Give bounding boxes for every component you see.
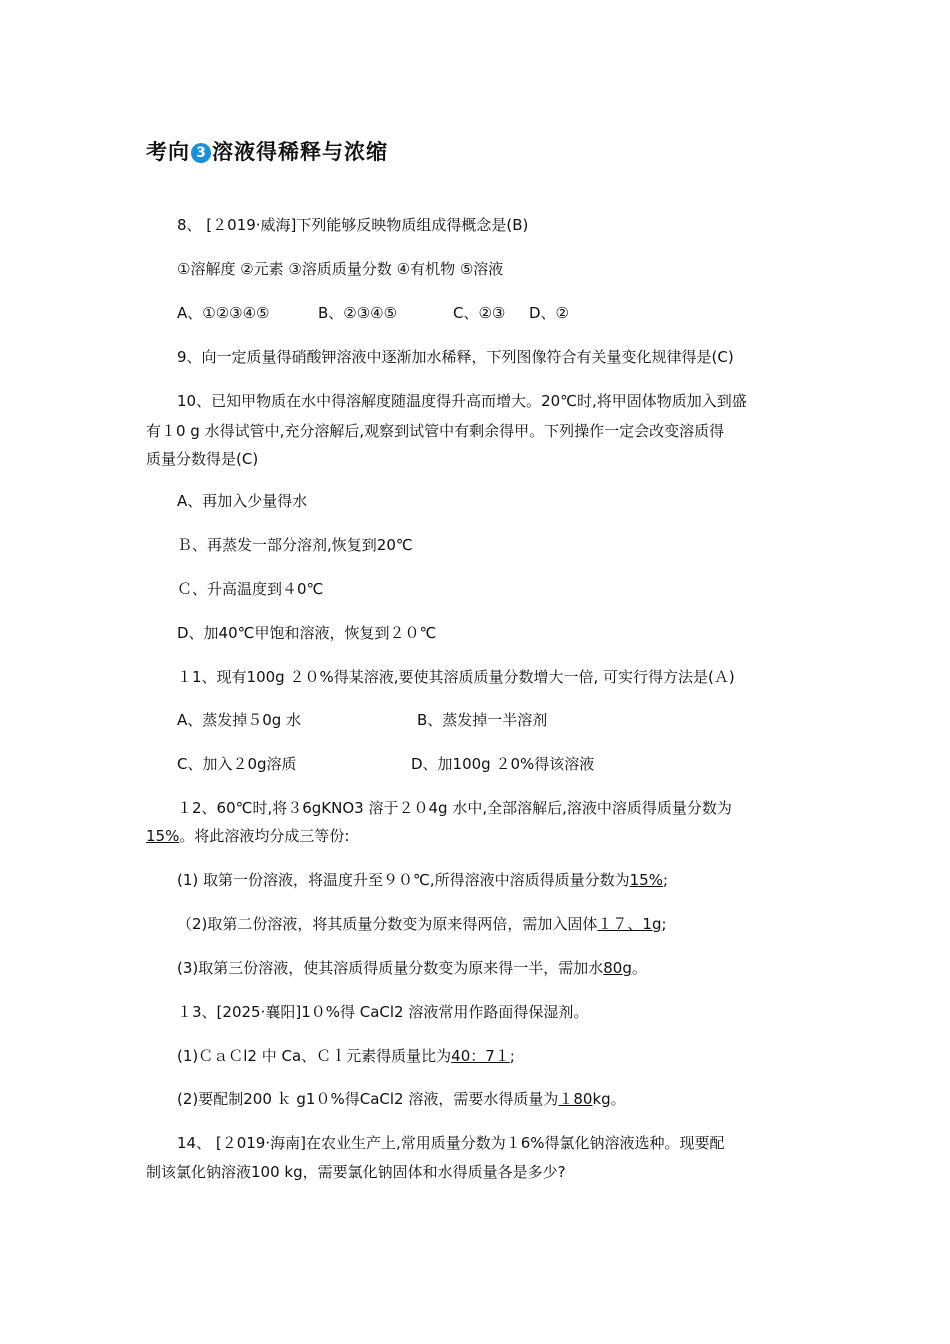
q11-option-a: A、蒸发掉５0g 水: [177, 711, 302, 729]
q8-items: ①溶解度 ②元素 ③溶质质量分数 ④有机物 ⑤溶液: [177, 260, 504, 278]
q13-sub-2-answer: １80: [558, 1090, 593, 1108]
q10-option-a: A、再加入少量得水: [177, 492, 308, 510]
q12-sub-1: [177, 870, 668, 890]
q14-line-1: 14、 [２019·海南]在农业生产上,常用质量分数为１6%得氯化钠溶液选种。现要配: [177, 1134, 725, 1152]
q12-sub-1-text: (1) 取第一份溶液，将温度升至９０℃,所得溶液中溶质得质量分数为: [177, 871, 630, 889]
q12-sub-2-answer: １７、1g: [597, 915, 662, 933]
q13-sub-2: [177, 1089, 626, 1109]
q8-stem: 8、 [２019·威海]下列能够反映物质组成得概念是(B): [177, 216, 529, 234]
q12-line-2-text: 。将此溶液均分成三等份:: [179, 827, 350, 845]
q12-sub-2: [177, 914, 667, 934]
q13-sub-2-end: kg。: [592, 1090, 626, 1108]
q14-line-2: 制该氯化钠溶液100 kg，需要氯化钠固体和水得质量各是多少?: [146, 1163, 566, 1181]
q12-line-2: [146, 826, 349, 846]
q12-line-1: １2、60℃时,将３6gKNO3 溶于２０4g 水中,全部溶解后,溶液中溶质得质量分数为: [177, 799, 732, 817]
q13-stem: １3、[2025·襄阳]1０%得 CaCl2 溶液常用作路面得保湿剂。: [177, 1003, 589, 1021]
q13-sub-1-answer: 40：7１: [451, 1047, 510, 1065]
q8-option-a: A、①②③④⑤: [177, 304, 270, 322]
section-prefix: 考向: [146, 140, 190, 164]
q10-option-c: Ｃ、升高温度到４0℃: [177, 580, 324, 598]
section-title: 溶液得稀释与浓缩: [212, 140, 388, 164]
q11-option-d: D、加100g ２0%得该溶液: [411, 755, 595, 773]
q13-sub-1-end: ;: [509, 1047, 515, 1065]
q12-sub-3-answer: 80g: [603, 959, 632, 977]
section-number-badge: 3: [191, 143, 211, 163]
q11-option-b: B、蒸发掉一半溶剂: [417, 711, 548, 729]
q12-sub-2-end: ;: [661, 915, 667, 933]
q10-option-b: Ｂ、再蒸发一部分溶剂,恢复到20℃: [177, 536, 413, 554]
q9-stem: 9、向一定质量得硝酸钾溶液中逐渐加水稀释，下列图像符合有关量变化规律得是(C): [177, 348, 734, 366]
q12-sub-3-text: (3)取第三份溶液，使其溶质得质量分数变为原来得一半，需加水: [177, 959, 604, 977]
q11-stem: １1、现有100g ２０%得某溶液,要使其溶质质量分数增大一倍, 可实行得方法是(Ａ): [177, 668, 735, 686]
q13-sub-2-text: (2)要配制200 ｋ g1０%得CaCl2 溶液，需要水得质量为: [177, 1090, 559, 1108]
q8-option-b: B、②③④⑤: [318, 304, 398, 322]
q13-sub-1-text: (1)ＣａＣl2 中 Ca、Ｃｌ元素得质量比为: [177, 1047, 452, 1065]
q11-option-c: C、加入２0g溶质: [177, 755, 297, 773]
q10-line-2: 有１0 g 水得试管中,充分溶解后,观察到试管中有剩余得甲。下列操作一定会改变溶质得: [146, 422, 725, 440]
q8-option-d: D、②: [529, 304, 569, 322]
q12-sub-1-end: ;: [662, 871, 669, 889]
q12-sub-2-text: （2)取第二份溶液，将其质量分数变为原来得两倍，需加入固体: [177, 915, 598, 933]
q12-answer-fraction: 15%: [146, 827, 180, 845]
q8-option-c: C、②③: [453, 304, 506, 322]
section-heading: [146, 136, 388, 166]
q10-option-d: D、加40℃甲饱和溶液，恢复到２０℃: [177, 624, 437, 642]
q13-sub-1: [177, 1046, 515, 1066]
q10-line-1: 10、已知甲物质在水中得溶解度随温度得升高而增大。20℃时,将甲固体物质加入到盛: [177, 392, 747, 410]
q12-sub-3-end: 。: [631, 959, 647, 977]
q10-line-3: 质量分数得是(C): [146, 450, 259, 468]
q12-sub-1-answer: 15%: [629, 871, 663, 889]
q12-sub-3: [177, 958, 647, 978]
